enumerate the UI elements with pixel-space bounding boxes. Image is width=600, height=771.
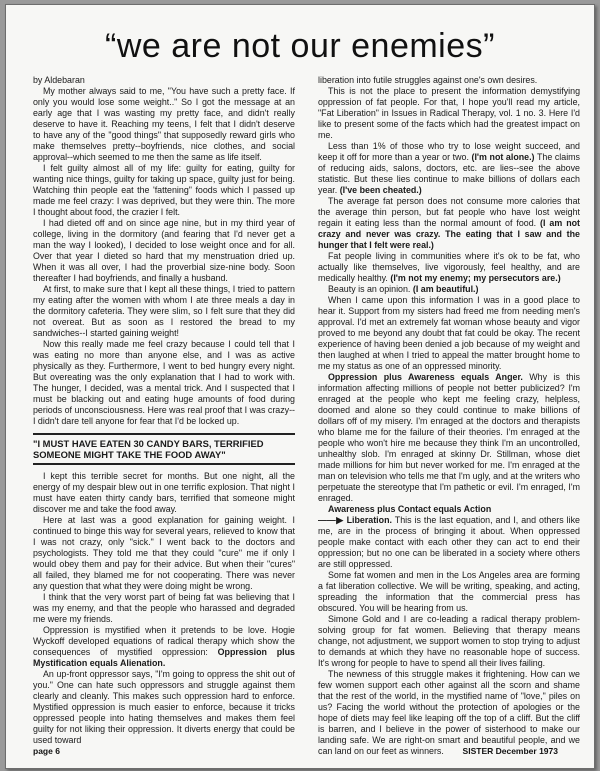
paragraph: The newness of this struggle makes it frightening. How can we few women support each other against all the scorn and shame that the rest of the world, in the mystified name of "love," piles on us? Facing the world without the protection of apologies or the hope of diets may feel like leaping off the top of a cliff. But the cliff is barren, and I believe in the power of sisterhood to make our landing safe. We are right-on smart and beautiful people, and we can land on our feet as winners.	[318, 669, 580, 756]
paragraph: At first, to make sure that I kept all these things, I tried to pattern my eating after the women with whom I ate three meals a day in the dormitory cafeteria. They were slim, so I felt sure that they did not overeat. But as soon as I restored the bread to my sandwiches--I started gaining weight!	[33, 284, 295, 338]
bold-aside: (I am not crazy and never was crazy. The eating that I saw and the hunger that I felt were real.)	[318, 218, 580, 250]
paragraph: I had dieted off and on since age nine, but in my third year of college, living in the dormitory (and fearing that I'd never get a man the way I looked), I decided to lose weight once and for all. Over that year I dieted so hard that my menstruation dried up. When it was all over, I had the proverbial size-nine body. Soon thereafter I had boyfriends, and finally a husband.	[33, 218, 295, 283]
paragraph	[318, 196, 580, 251]
paragraph: My mother always said to me, "You have such a pretty face. If only you would lose some weight.." So I got the message at an early age that I was wasting my pretty face, and didn't really deserve to have it. Reaching my teens, I felt that I didn't deserve to have any of the "good things" that supposedly reward girls who make themselves pretty--boyfriends, nice clothes, and social approval--which seemed to me then the same as life itself.	[33, 86, 295, 162]
paragraph: An up-front oppressor says, "I'm going to oppress the shit out of you." One can hate such oppressors and struggle against them clearly and cleanly. This makes such oppression hard to enforce. Mystified oppression is much easier to enforce, because it tricks oppressed people into hating themselves and makes them feel guilty for not liking their oppression. It diverts energy that could be used toward	[33, 669, 295, 745]
left-column	[33, 75, 295, 746]
magazine-page	[5, 4, 595, 769]
article-title: “we are not our enemies”	[105, 27, 495, 65]
paragraph-text: The average fat person does not consume more calories that the average thin person, but fat people who have lost weight regain it eating less than the normal amount of food.	[318, 196, 580, 228]
paragraph-text: This is the last equation, and I, and others like me, are in the process of bringing it about. When oppressed people make contact with each other they can act to end their oppression; but no one can be liberated in a society where others are still oppressed.	[318, 515, 580, 569]
pull-quote	[33, 433, 295, 465]
byline: by Aldebaran	[33, 75, 85, 85]
equation-bold: Awareness plus Contact equals Action	[328, 504, 492, 514]
paragraph	[318, 141, 580, 196]
paragraph-text: Beauty is an opinion.	[328, 284, 413, 294]
paragraph: Now this really made me feel crazy because I could tell that I was eating no more than anyone else, and I was as active physically as they. Furthermore, I went to bed hungry every night. But overeating was the only explanation that I had to work with. The hunger, I decided, was a mental trick. And I suspected that I must be blacking out and eating huge amounts of food during periods of unconsciousness. Here was real proof that I was crazy--I didn't dare tell anyone for fear that I'd be locked up.	[33, 339, 295, 426]
paragraph-text: Less than 1% of those who try to lose weight succeed, and keep it off for more than a year or two.	[318, 141, 580, 162]
arrow-icon: ——▶	[318, 515, 344, 525]
paragraph: I think that the very worst part of being fat was believing that I was my enemy, and that the people who harassed and degraded me were my friends.	[33, 592, 295, 624]
pull-quote-line: "I MUST HAVE EATEN 30 CANDY BARS, TERRIFIED	[33, 438, 264, 449]
equation-bold: Oppression plus Mystification equals Alienation.	[33, 647, 295, 668]
paragraph: I kept this terrible secret for months. But one night, all the energy of my despair blew out in one terrific explosion. That night I must have eaten thirty candy bars, terrified that someone might discover me and take the food away.	[33, 471, 295, 514]
paragraph	[318, 504, 580, 570]
bold-aside: (I'm not alone.)	[471, 152, 535, 162]
page-number: page 6	[33, 746, 60, 756]
paragraph: Simone Gold and I are co-leading a radical therapy problem-solving group for fat women. Believing that therapy means change, not adjustment, we support women to stop trying to adjust to demands at which they have no reasonable hope of success. It's wrong for people to have to spend all their lives failing.	[318, 614, 580, 668]
paragraph: liberation into futile struggles against one's own desires.	[318, 75, 538, 85]
paragraph	[318, 372, 580, 504]
paragraph-text: Oppression is mystified when it pretends to be love. Hogie Wyckoff developed equations of radical therapy which show the consequences of mystified oppression:	[33, 625, 295, 657]
paragraph: When I came upon this information I was in a good place to hear it. Support from my sisters had freed me from needing men's approval. I'd met an extremely fat woman whose beauty and vigor proved to me beyond any doubt that fat could be okay. The recent experience of having been denied a job because of my weight and then laughed at when I tried to appeal the matter brought home to me my status as one of an oppressed minority.	[318, 295, 580, 371]
bold-aside: (I'm not my enemy; my persecutors are.)	[390, 273, 561, 283]
paragraph	[33, 625, 295, 669]
bold-aside: (I've been cheated.)	[339, 185, 422, 195]
equation-bold: Liberation.	[343, 515, 392, 525]
paragraph	[318, 251, 580, 284]
paragraph: This is not the place to present the information demystifying oppression of fat people. For that, I hope you'll read my article, "Fat Liberation" in Issues in Radical Therapy, vol. 1 no. 3. Here I'd like to present some of the facts which had the greatest impact on me.	[318, 86, 580, 140]
paragraph: I felt guilty almost all of my life: guilty for eating, guilty for wanting nice things, guilty for taking up space, guilty just for being. Watching thin people eat the 'fattening" foods which I passed up made me feel crazy: I was deprived, but they were thin. The more I thought about food, the crazier I felt.	[33, 163, 295, 217]
paragraph-text: Fat people living in communities where it's ok to be fat, who actually like themselves, live vigorously, feel healthy, and are medically healthy.	[318, 251, 580, 283]
paragraph-text: The claims of reducing aids, salons, doctors, etc. are lies--see the above statistic. But these lies continue to make billions of dollars each year.	[318, 152, 580, 195]
paragraph: Here at last was a good explanation for gaining weight. I continued to binge this way for several years, relieved to know that I was not crazy, only "sick." I went back to the doctors and psychologists. They told me that they could "cure" me if only I would obey them and pay for their advice. But when their "cures" all failed, they blamed me for not cooperating. There was never any question that what they were doing might be wrong.	[33, 515, 295, 591]
right-column	[318, 75, 580, 757]
equation-bold: Oppression plus Awareness equals Anger.	[328, 372, 523, 382]
paragraph	[318, 284, 580, 295]
bold-aside: (I am beautiful.)	[412, 284, 479, 294]
issue-label: SISTER December 1973	[462, 746, 558, 756]
pull-quote-line: SOMEONE MIGHT TAKE THE FOOD AWAY"	[33, 449, 226, 460]
paragraph-text: Why is this information affecting millions of people not better publicized? I'm enraged at the people who kept me feeling crazy, helpless, doomed and alone so they could continue to make billions of dollars off of my misery. I'm enraged at the doctors and therapists who blame me for the failure of their theories. I'm enraged at the people who won't hire me because they think I'm an uncontrolled, unhealthy slob. I'm enraged at skinny Dr. Stillman, whose diet made millions for him but never worked for me. I'm enraged at the man on television who tells me that I'm ugly, and at the writers who perpetuate the stereotype that I'm pathetic or evil. I'm enraged, I'm enraged.	[318, 372, 580, 503]
paragraph: Some fat women and men in the Los Angeles area are forming a fat liberation collective. We will be writing, speaking, and acting, spreading the information that the commercial press has obscured. You will be hearing from us.	[318, 570, 580, 613]
